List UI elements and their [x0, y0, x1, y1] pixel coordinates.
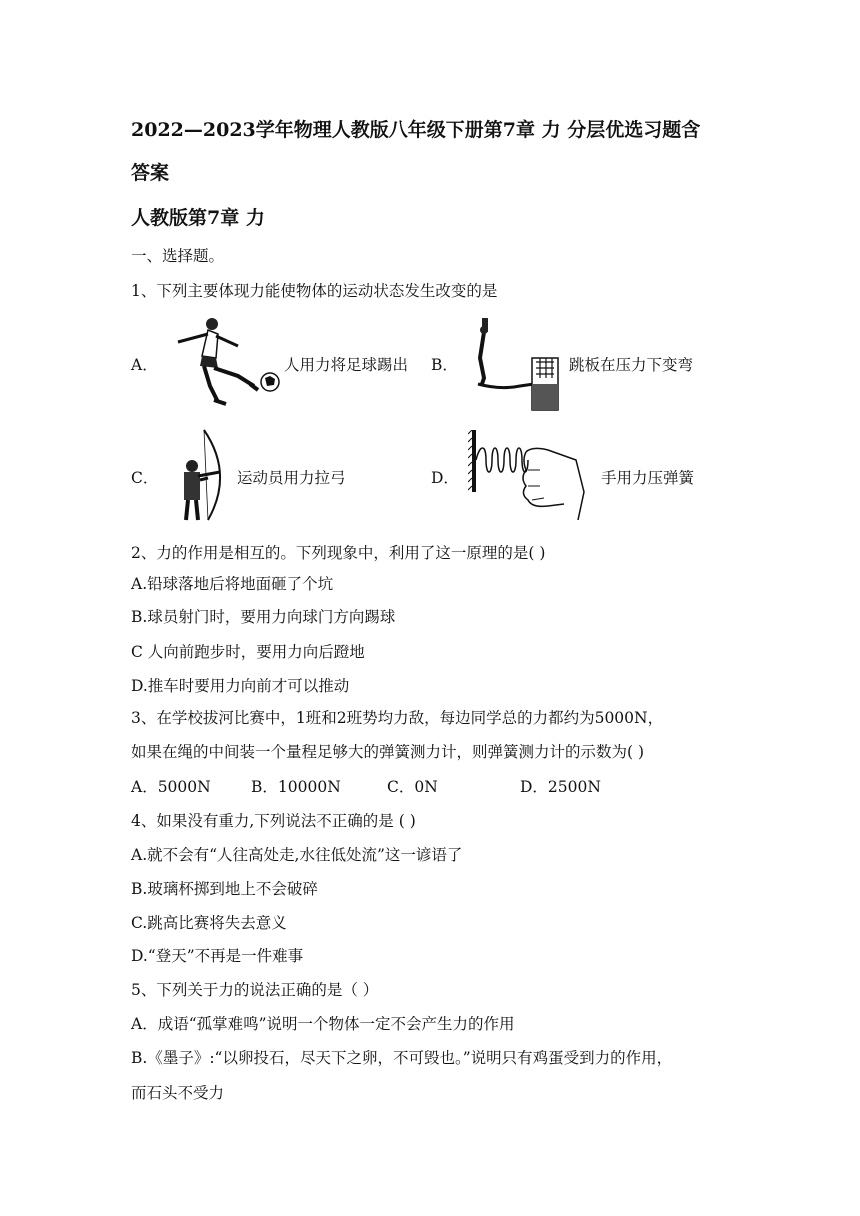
q2-option-a: A.铅球落地后将地面砸了个坑	[131, 575, 334, 593]
q1-option-d-text: 手用力压弹簧	[601, 469, 695, 487]
q3-option-d: D．2500N	[520, 778, 601, 796]
q1-option-b-letter: B．	[431, 356, 458, 374]
q4-option-c: C.跳高比赛将失去意义	[131, 914, 287, 932]
q2-option-c: C 人向前跑步时，要用力向后蹬地	[131, 643, 365, 661]
q2-option-d: D.推车时要用力向前才可以推动	[131, 677, 350, 695]
q1-option-b-text: 跳板在压力下变弯	[569, 356, 694, 374]
q1-option-c-letter: C．	[131, 469, 159, 487]
q5-option-b-line-1: B.《墨子》:“以卵投石，尽天下之卵，不可毁也。”说明只有鸡蛋受到力的作用，	[131, 1049, 673, 1067]
q4-option-d: D.“登天”不再是一件难事	[131, 947, 304, 965]
q3-option-c: C．0N	[387, 778, 438, 796]
q4-option-a: A.就不会有“人往高处走,水往低处流”这一谚语了	[131, 846, 463, 864]
section-heading: 一、选择题。	[131, 247, 225, 265]
question-2-stem: 2、力的作用是相互的。下列现象中，利用了这一原理的是( )	[131, 544, 546, 562]
diving-board-image	[470, 318, 562, 412]
q5-option-a: A．成语“孤掌难鸣”说明一个物体一定不会产生力的作用	[131, 1015, 515, 1033]
soccer-kick-image	[158, 316, 284, 408]
hand-spring-image	[468, 430, 588, 522]
q1-option-a-letter: A．	[131, 356, 158, 374]
q3-option-b: B．10000N	[251, 778, 341, 796]
q2-option-b: B.球员射门时，要用力向球门方向踢球	[131, 608, 396, 626]
question-3-stem-line-2: 如果在绳的中间装一个量程足够大的弹簧测力计，则弹簧测力计的示数为( )	[131, 743, 645, 761]
q3-option-a: A．5000N	[131, 778, 211, 796]
q5-option-b-line-2: 而石头不受力	[131, 1084, 225, 1102]
question-4-stem: 4、如果没有重力,下列说法不正确的是 ( )	[131, 812, 416, 830]
document-title-line-1: 2022—2023学年物理人教版八年级下册第7章 力 分层优选习题含	[131, 119, 701, 141]
q1-option-a-text: 人用力将足球踢出	[284, 356, 409, 374]
question-5-stem: 5、下列关于力的说法正确的是（ ）	[131, 981, 379, 999]
archer-image	[178, 428, 234, 522]
q4-option-b: B.玻璃杯掷到地上不会破碎	[131, 880, 318, 898]
q1-option-d-letter: D．	[431, 469, 459, 487]
document-title-line-2: 答案	[131, 162, 170, 184]
question-1-stem: 1、下列主要体现力能使物体的运动状态发生改变的是	[131, 282, 498, 300]
q1-option-c-text: 运动员用力拉弓	[237, 469, 346, 487]
chapter-subtitle: 人教版第7章 力	[131, 207, 265, 229]
question-3-stem-line-1: 3、在学校拔河比赛中，1班和2班势均力敌，每边同学总的力都约为5000N，	[131, 709, 664, 727]
